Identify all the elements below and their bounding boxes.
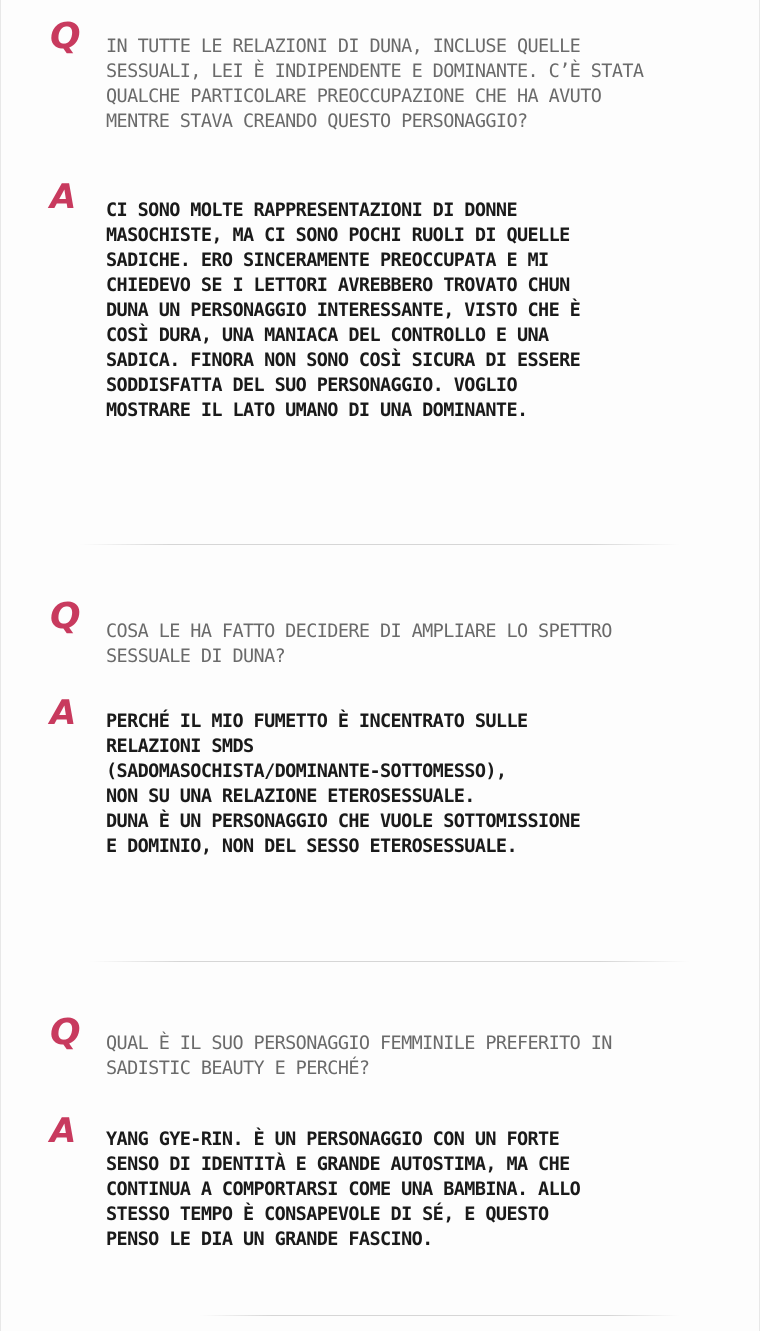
answer-1-marker: A [50, 177, 77, 217]
answer-1-text: CI SONO MOLTE RAPPRESENTAZIONI DI DONNE MASOCHISTE, MA CI SONO POCHI RUOLI DI QUELLE SADICHE. ERO SINCERAMENTE PREOCCUPATA E MI CHIEDEVO SE I LETTORI AVREBBERO TROVATO CHUN DUNA UN PERSONAGGIO INTERESSANTE, VISTO CHE È COSÌ DURA, UNA MANIACA DEL CONTROLLO E UNA SADICA. FINORA NON SONO COSÌ SICURA DI ESSERE SODDISFATTA DEL SUO PERSONAGGIO. VOGLIO MOSTRARE IL LATO UMANO DI UNA DOMINANTE. [106, 200, 581, 421]
answer-2-text: PERCHÉ IL MIO FUMETTO È INCENTRATO SULLE RELAZIONI SMDS (SADOMASOCHISTA/DOMINANTE-SOTTOMESSO), NON SU UNA RELAZIONE ETEROSESSUALE. DUNA È UN PERSONAGGIO CHE VUOLE SOTTOMISSIONE E DOMINIO, NON DEL SESSO ETEROSESSUALE. [106, 711, 581, 857]
question-3-text: QUAL È IL SUO PERSONAGGIO FEMMINILE PREFERITO IN SADISTIC BEAUTY E PERCHÉ? [106, 1033, 612, 1079]
question-1-marker: Q [50, 16, 81, 57]
page-edge-left [0, 0, 1, 1331]
section-divider-2 [90, 961, 690, 962]
question-3-marker: Q [50, 1012, 81, 1053]
answer-2-marker: A [50, 693, 77, 733]
section-divider-1 [80, 544, 680, 545]
question-1-text: IN TUTTE LE RELAZIONI DI DUNA, INCLUSE QUELLE SESSUALI, LEI È INDIPENDENTE E DOMINANTE. C’È STATA QUALCHE PARTICOLARE PREOCCUPAZIONE CHE HA AVUTO MENTRE STAVA CREANDO QUESTO PERSONAGGIO? [106, 36, 644, 132]
question-2-marker: Q [50, 596, 81, 637]
question-2-text: COSA LE HA FATTO DECIDERE DI AMPLIARE LO SPETTRO SESSUALE DI DUNA? [106, 621, 612, 667]
answer-3-marker: A [50, 1111, 77, 1151]
section-divider-3 [200, 1315, 680, 1316]
answer-3-text: YANG GYE-RIN. È UN PERSONAGGIO CON UN FORTE SENSO DI IDENTITÀ E GRANDE AUTOSTIMA, MA CHE CONTINUA A COMPORTARSI COME UNA BAMBINA. ALLO STESSO TEMPO È CONSAPEVOLE DI SÉ, E QUESTO PENSO LE DIA UN GRANDE FASCINO. [106, 1129, 581, 1250]
